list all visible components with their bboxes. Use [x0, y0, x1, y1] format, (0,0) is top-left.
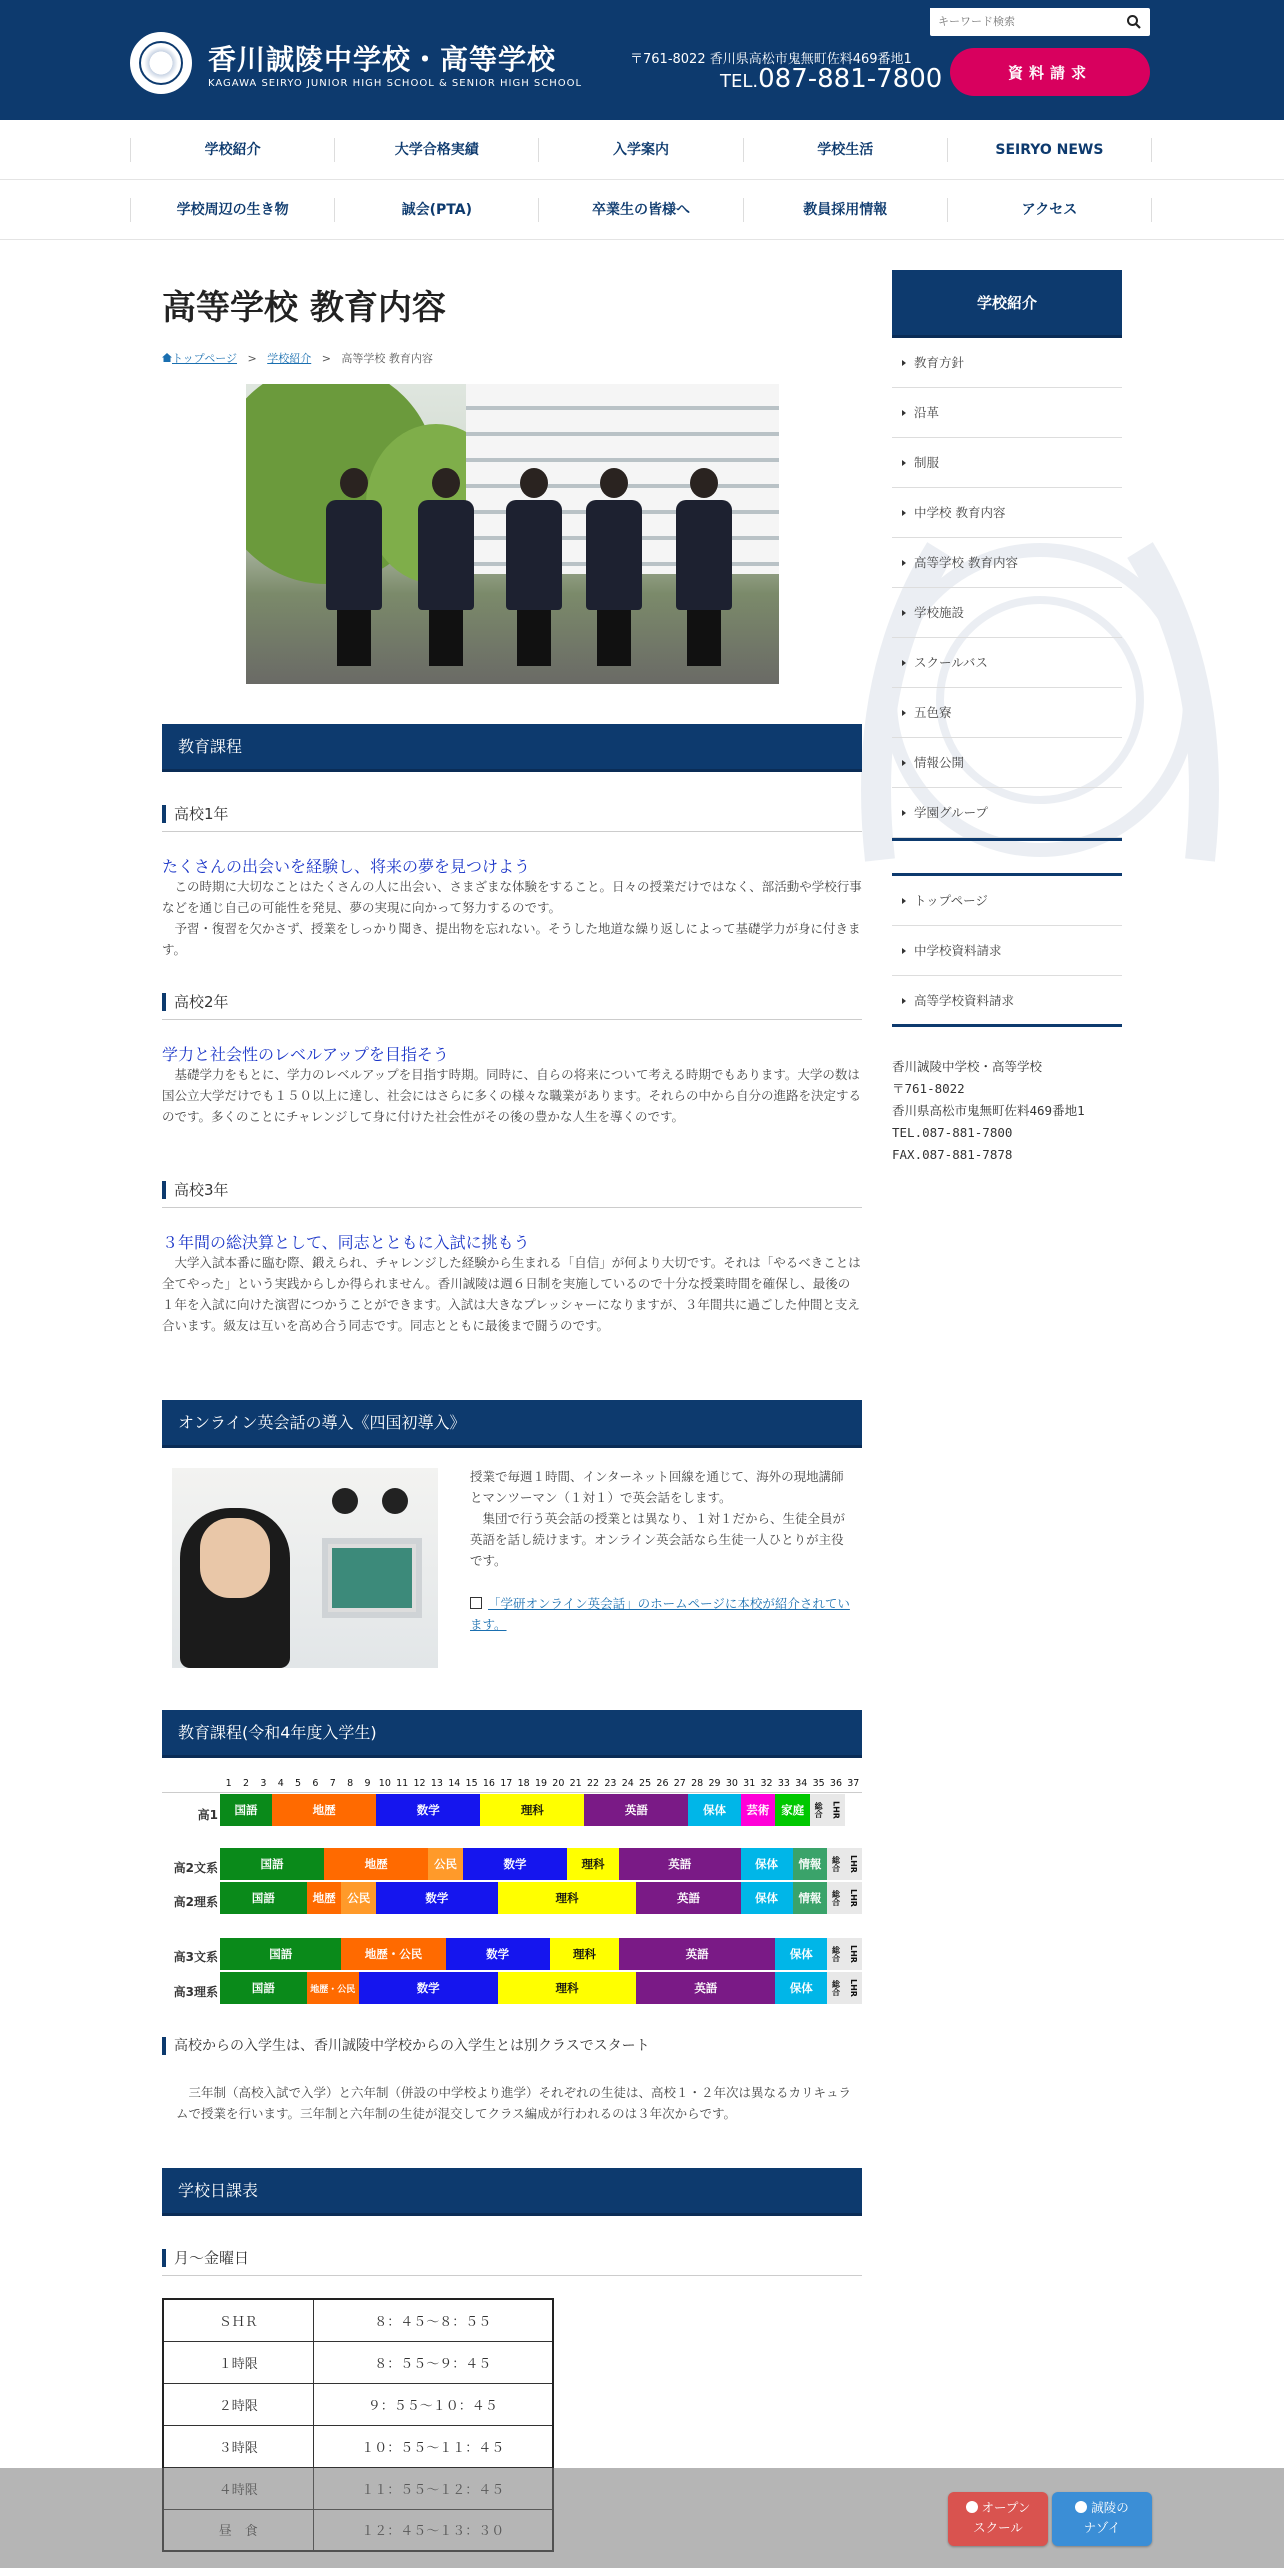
period-cell: ＳＨＲ	[163, 2299, 313, 2341]
breadcrumb-current: 高等学校 教育内容	[341, 352, 433, 365]
sidebar-divider	[892, 1024, 1122, 1027]
subject-cell: 英語	[584, 1794, 688, 1826]
subject-cell: 保体	[775, 1972, 827, 2004]
subject-cell: 英語	[636, 1882, 740, 1914]
period-number: 20	[552, 1778, 565, 1789]
subheading-year2: 高校2年	[162, 986, 862, 1020]
nav-item-wildlife[interactable]: 学校周辺の生き物	[130, 198, 334, 222]
site-header	[0, 0, 1284, 120]
period-number: 29	[708, 1778, 721, 1789]
row-label: 高2理系	[173, 1895, 218, 1909]
nav-item-about[interactable]: 学校紹介	[130, 138, 334, 162]
sidebar-item-hs-education[interactable]: 高等学校 教育内容	[892, 538, 1122, 588]
period-number: 26	[656, 1778, 669, 1789]
sidebar-menu	[892, 338, 1122, 838]
subject-cell: 保体	[741, 1882, 793, 1914]
subject-cell: LHR	[845, 1848, 862, 1880]
subject-cell: 情報	[793, 1848, 828, 1880]
sidebar-heading[interactable]: 学校紹介	[892, 270, 1122, 338]
address-line: FAX.087-881-7878	[892, 1147, 1013, 1162]
period-number: 14	[448, 1778, 461, 1789]
subject-cell: LHR	[845, 1882, 862, 1914]
sidebar-item-facilities[interactable]: 学校施設	[892, 588, 1122, 638]
main-nav-row2	[130, 180, 1152, 240]
year1-lead: たくさんの出会いを経験し、将来の夢を見つけよう	[162, 857, 531, 876]
address-line: 香川誠陵中学校・高等学校	[892, 1059, 1043, 1074]
period-number: 10	[378, 1778, 391, 1789]
table-row	[163, 2425, 553, 2467]
subheading-year3: 高校3年	[162, 1174, 862, 1208]
period-number: 22	[587, 1778, 600, 1789]
search-icon[interactable]	[1126, 14, 1142, 30]
subject-cell: 家庭	[775, 1794, 810, 1826]
nav-item-news[interactable]: SEIRYO NEWS	[947, 138, 1152, 162]
address-line: 〒761-8022	[892, 1081, 965, 1096]
nazo-button[interactable]	[1052, 2492, 1152, 2546]
breadcrumb-sep: >	[240, 352, 264, 365]
sidebar-item-school-bus[interactable]: スクールバス	[892, 638, 1122, 688]
main-nav-row1	[130, 120, 1152, 180]
period-number: 4	[277, 1778, 284, 1789]
period-cell: ３時限	[163, 2425, 313, 2467]
gakken-link[interactable]	[470, 1593, 854, 1635]
period-number: 6	[312, 1778, 319, 1789]
subject-cell: 総合	[827, 1848, 844, 1880]
nav-item-admission[interactable]: 入学案内	[538, 138, 742, 162]
row-label: 高3理系	[173, 1985, 218, 1999]
nav-item-recruit[interactable]: 教員採用情報	[743, 198, 947, 222]
search-box[interactable]	[930, 8, 1150, 36]
arrow-circle-icon	[1075, 2501, 1087, 2513]
subject-cell: 国語	[220, 1938, 341, 1970]
period-number: 30	[725, 1778, 738, 1789]
subject-cell: 芸術	[741, 1794, 776, 1826]
period-number: 8	[347, 1778, 354, 1789]
subject-cell: 理科	[498, 1972, 637, 2004]
arrow-circle-icon	[966, 2501, 978, 2513]
period-number: 2	[242, 1778, 250, 1789]
subject-cell: 数学	[376, 1794, 480, 1826]
sidebar-item-policy[interactable]: 教育方針	[892, 338, 1122, 388]
table-row	[163, 2341, 553, 2383]
period-number: 27	[673, 1778, 686, 1789]
subject-cell: 理科	[480, 1794, 584, 1826]
nav-item-school-life[interactable]: 学校生活	[743, 138, 947, 162]
period-number: 35	[812, 1778, 825, 1789]
online-english-text: 授業で毎週１時間、インターネット回線を通じて、海外の現地講師とマンツーマン（１対１）で英会話をします。 集団で行う英会話の授業とは異なり、１対１だから、生徒全員が英語を話し続けます。オンライン英会話なら生徒一人ひとりが主役です。	[470, 1469, 846, 1568]
subject-cell: 公民	[428, 1848, 463, 1880]
time-cell: １０：５５～１１：４５	[313, 2425, 553, 2467]
subject-cell: 地歴	[307, 1882, 342, 1914]
period-number: 37	[847, 1778, 860, 1789]
breadcrumb-sep: >	[314, 352, 338, 365]
nav-item-pta[interactable]: 誠会(PTA)	[334, 198, 538, 222]
open-school-button[interactable]	[948, 2492, 1048, 2546]
period-number: 28	[691, 1778, 704, 1789]
period-number: 32	[760, 1778, 773, 1789]
section-heading-online-english: オンライン英会話の導入《四国初導入》	[162, 1400, 862, 1448]
subject-cell: LHR	[827, 1794, 844, 1826]
subject-cell: 地歴	[272, 1794, 376, 1826]
subject-cell: 国語	[220, 1882, 307, 1914]
sidebar-item-disclosure[interactable]: 情報公開	[892, 738, 1122, 788]
period-number: 13	[430, 1778, 443, 1789]
section-heading-curriculum-r4: 教育課程(令和4年度入学生)	[162, 1710, 862, 1758]
time-cell: ９：５５～１０：４５	[313, 2383, 553, 2425]
period-number: 1	[225, 1778, 232, 1789]
subject-cell: LHR	[845, 1972, 862, 2004]
subject-cell: 保体	[741, 1848, 793, 1880]
tel-prefix: TEL.	[720, 71, 759, 92]
period-number: 7	[329, 1778, 336, 1789]
sidebar-item-history[interactable]: 沿革	[892, 388, 1122, 438]
subject-cell: 理科	[550, 1938, 619, 1970]
period-number: 16	[482, 1778, 495, 1789]
nav-item-access[interactable]: アクセス	[947, 198, 1152, 222]
table-row	[163, 2383, 553, 2425]
subject-cell: 数学	[376, 1882, 497, 1914]
period-cell: １時限	[163, 2341, 313, 2383]
sidebar-link-jhs-request[interactable]: 中学校資料請求	[892, 926, 1122, 976]
subject-cell: 英語	[636, 1972, 775, 2004]
subject-cell: 保体	[775, 1938, 827, 1970]
subject-cell: 国語	[220, 1972, 307, 2004]
subject-cell: 総合	[810, 1794, 827, 1826]
curriculum-grid	[220, 1778, 862, 2008]
row-label: 高1	[197, 1808, 218, 1822]
period-cell: ２時限	[163, 2383, 313, 2425]
school-emblem-logo[interactable]	[130, 32, 192, 94]
period-number: 12	[413, 1778, 426, 1789]
period-number: 36	[829, 1778, 843, 1789]
subheading-separate-class: 高校からの入学生は、香川誠陵中学校からの入学生とは別クラスでスタート	[162, 2030, 862, 2064]
request-materials-button[interactable]: 資料請求	[950, 48, 1150, 96]
open-school-label-2: スクール	[973, 2520, 1023, 2535]
nazo-label-1: 誠陵の	[1091, 2500, 1129, 2515]
period-number: 5	[295, 1778, 302, 1789]
subject-cell: LHR	[845, 1938, 862, 1970]
home-icon[interactable]	[162, 353, 172, 362]
table-row	[163, 2299, 553, 2341]
tel-number: 087-881-7800	[758, 64, 943, 94]
period-number: 9	[364, 1778, 371, 1789]
school-tel	[720, 64, 942, 94]
sidebar-item-uniform[interactable]: 制服	[892, 438, 1122, 488]
period-number: 3	[260, 1778, 267, 1789]
period-number: 24	[621, 1778, 634, 1789]
subject-cell: 数学	[446, 1938, 550, 1970]
curriculum-table	[162, 1778, 862, 2008]
search-input[interactable]	[930, 8, 1110, 34]
sidebar-item-group[interactable]: 学園グループ	[892, 788, 1122, 838]
sidebar-address	[892, 1056, 1122, 1166]
address-line: TEL.087-881-7800	[892, 1125, 1013, 1140]
breadcrumb-home[interactable]: トップページ	[172, 352, 238, 365]
year2-text: 基礎学力をもとに、学力のレベルアップを目指す時期。同時に、自らの将来について考える時期でもあります。大学の数は国公立大学だけでも１５０以上に達し、社会にはさらに多くの様々な職業があります。それらの中から自分の進路を決定するのです。多くのことにチャレンジして身に付けた社会性がその後の豊かな人生を導くのです。	[162, 1067, 862, 1124]
sidebar-links	[892, 876, 1122, 1026]
period-number: 31	[743, 1778, 756, 1789]
subject-cell: 国語	[220, 1848, 324, 1880]
nazo-label-2: ナゾイ	[1083, 2520, 1121, 2535]
section-heading-curriculum: 教育課程	[162, 724, 862, 772]
gakken-link-text[interactable]: 「学研オンライン英会話」のホームページに本校が紹介されています。	[470, 1596, 850, 1632]
subject-cell: 地歴・公民	[341, 1938, 445, 1970]
subject-cell: 英語	[619, 1848, 740, 1880]
subject-cell: 理科	[498, 1882, 637, 1914]
period-number: 11	[396, 1778, 409, 1789]
students-photo	[246, 384, 779, 684]
open-school-label-1: オープン	[981, 2500, 1031, 2515]
subject-cell: 公民	[341, 1882, 376, 1914]
year2-lead: 学力と社会性のレベルアップを目指そう	[162, 1045, 449, 1064]
subheading-year1: 高校1年	[162, 798, 862, 832]
section-heading-timetable: 学校日課表	[162, 2168, 862, 2216]
period-number: 19	[534, 1778, 548, 1789]
breadcrumb	[162, 350, 433, 366]
site-title[interactable]: 香川誠陵中学校・高等学校	[208, 43, 557, 76]
sidebar-item-dorm[interactable]: 五色寮	[892, 688, 1122, 738]
online-english-photo	[172, 1468, 438, 1668]
breadcrumb-parent[interactable]: 学校紹介	[267, 352, 312, 365]
page-title: 高等学校 教育内容	[162, 288, 446, 328]
school-address: 〒761-8022 香川県高松市鬼無町佐料469番地1	[630, 52, 912, 67]
subject-cell: 総合	[827, 1972, 844, 2004]
period-number: 18	[517, 1778, 530, 1789]
year3-text: 大学入試本番に臨む際、鍛えられ、チャレンジした経験から生まれる「自信」が何より大切です。それは「やるべきことは全てやった」という実践からしか得られません。香川誠陵は週６日制を実施しているので十分な授業時間を確保し、最後の１年を入試に向けた演習につかうことができます。入試は大きなプレッシャーになりますが、３年間共に過ごした仲間と支え合います。級友は互いを高め合う同志です。同志とともに最後まで闘うのです。	[162, 1255, 861, 1333]
address-line: 香川県高松市鬼無町佐料469番地1	[892, 1103, 1085, 1118]
nav-item-results[interactable]: 大学合格実績	[334, 138, 538, 162]
subject-cell: 数学	[359, 1972, 498, 2004]
sidebar-link-top[interactable]: トップページ	[892, 876, 1122, 926]
subject-cell: 地歴	[324, 1848, 428, 1880]
period-number: 17	[500, 1778, 513, 1789]
subject-cell: 地歴・公民	[307, 1972, 359, 2004]
subject-cell: 数学	[463, 1848, 567, 1880]
site-subtitle: KAGAWA SEIRYO JUNIOR HIGH SCHOOL & SENIOR HIGH SCHOOL	[208, 78, 583, 89]
year1-text: この時期に大切なことはたくさんの人に出会い、さまざまな体験をすること。日々の授業だけではなく、部活動や学校行事などを通じ自己の可能性を発見、夢の実現に向かって努力するのです。 予習・復習を欠かさず、授業をしっかり聞き、提出物を忘れない。そうした地道な繰り返しによって基礎学力が身に付きます。	[162, 879, 862, 957]
subject-cell: 理科	[567, 1848, 619, 1880]
sidebar-item-jhs-education[interactable]: 中学校 教育内容	[892, 488, 1122, 538]
row-label: 高2文系	[173, 1861, 218, 1875]
period-number: 33	[777, 1778, 790, 1789]
period-number: 21	[569, 1778, 582, 1789]
subject-cell: 英語	[619, 1938, 775, 1970]
period-number: 25	[639, 1778, 652, 1789]
subject-cell: 総合	[827, 1938, 844, 1970]
sidebar-divider	[892, 838, 1122, 841]
period-number: 23	[604, 1778, 617, 1789]
subject-cell: 国語	[220, 1794, 272, 1826]
nav-item-alumni[interactable]: 卒業生の皆様へ	[538, 198, 742, 222]
subheading-weekday: 月～金曜日	[162, 2242, 862, 2276]
period-number: 15	[465, 1778, 478, 1789]
time-cell: ８：５５～９：４５	[313, 2341, 553, 2383]
external-link-icon	[470, 1597, 482, 1609]
year3-lead: ３年間の総決算として、同志とともに入試に挑もう	[162, 1233, 530, 1252]
subject-cell: 情報	[793, 1882, 828, 1914]
separate-class-text: 三年制（高校入試で入学）と六年制（併設の中学校より進学）それぞれの生徒は、高校１・２年次は異なるカリキュラムで授業を行います。三年制と六年制の生徒が混交してクラス編成が行われるのは３年次からです。	[176, 2085, 852, 2121]
sidebar-link-hs-request[interactable]: 高等学校資料請求	[892, 976, 1122, 1026]
period-number: 34	[795, 1778, 808, 1789]
time-cell: ８：４５～８：５５	[313, 2299, 553, 2341]
row-label: 高3文系	[173, 1950, 218, 1964]
subject-cell: 保体	[688, 1794, 740, 1826]
subject-cell: 総合	[827, 1882, 844, 1914]
